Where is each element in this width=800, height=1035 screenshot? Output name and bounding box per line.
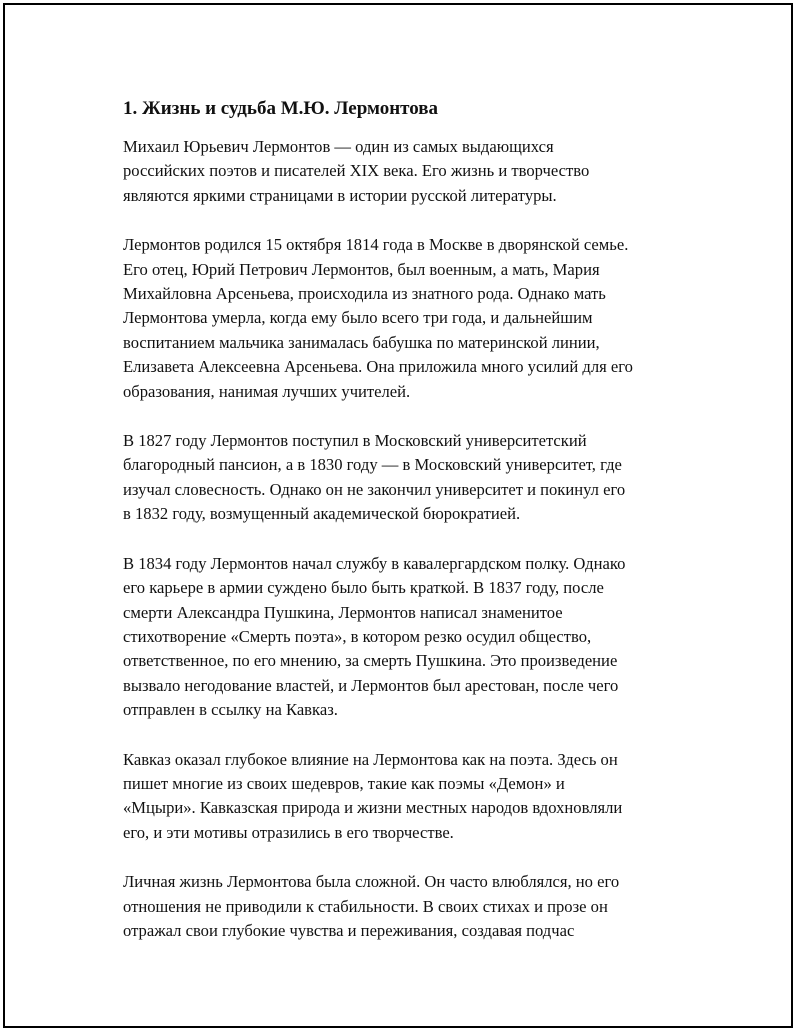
paragraph-list	[123, 135, 713, 943]
paragraph-line: отправлен в ссылку на Кавказ.	[123, 700, 338, 720]
paragraph-line: вызвало негодование властей, и Лермонтов был арестован, после чего	[123, 675, 619, 695]
paragraph-line: благородный пансион, а в 1830 году — в Московский университет, где	[123, 455, 622, 475]
paragraph-line: В 1834 году Лермонтов начал службу в кавалергардском полку. Однако	[123, 553, 626, 573]
paragraph-line: Лермонтова умерла, когда ему было всего три года, и дальнейшим	[123, 308, 593, 328]
paragraph	[123, 552, 713, 723]
paragraph-line: «Мцыри». Кавказская природа и жизни местных народов вдохновляли	[123, 798, 623, 818]
section-heading: 1. Жизнь и судьба М.Ю. Лермонтова	[123, 98, 439, 119]
paragraph-line: его карьере в армии суждено было быть краткой. В 1837 году, после	[123, 578, 604, 598]
paragraph-line: отражал свои глубокие чувства и переживания, создавая подчас	[123, 920, 575, 940]
paragraph-line: В 1827 году Лермонтов поступил в Московский университетский	[123, 431, 587, 451]
paragraph-line: Его отец, Юрий Петрович Лермонтов, был военным, а мать, Мария	[123, 259, 600, 279]
document-body	[123, 97, 713, 968]
paragraph-line: отношения не приводили к стабильности. В своих стихах и прозе он	[123, 896, 608, 916]
paragraph-line: российских поэтов и писателей XIX века. Его жизнь и творчество	[123, 161, 590, 181]
paragraph-line: стихотворение «Смерть поэта», в котором резко осудил общество,	[123, 626, 592, 646]
paragraph	[123, 233, 713, 404]
paragraph	[123, 429, 713, 527]
paragraph-line: являются яркими страницами в истории русской литературы.	[123, 185, 557, 205]
paragraph-line: в 1832 году, возмущенный академической бюрократией.	[123, 504, 521, 524]
paragraph-line: смерти Александра Пушкина, Лермонтов написал знаменитое	[123, 602, 563, 622]
paragraph-line: пишет многие из своих шедевров, такие как поэмы «Демон» и	[123, 773, 565, 793]
paragraph-line: воспитанием мальчика занималась бабушка по материнской линии,	[123, 332, 600, 352]
paragraph-line: Кавказ оказал глубокое влияние на Лермонтова как на поэта. Здесь он	[123, 749, 618, 769]
page-frame	[3, 3, 793, 1028]
paragraph-line: ответственное, по его мнению, за смерть Пушкина. Это произведение	[123, 651, 618, 671]
paragraph-line: его, и эти мотивы отразились в его творчестве.	[123, 822, 454, 842]
paragraph	[123, 870, 713, 943]
paragraph-line: Лермонтов родился 15 октября 1814 года в Москве в дворянской семье.	[123, 235, 629, 255]
paragraph-line: изучал словесность. Однако он не закончил университет и покинул его	[123, 479, 626, 499]
paragraph	[123, 135, 713, 208]
paragraph-line: Михайловна Арсеньева, происходила из знатного рода. Однако мать	[123, 284, 606, 304]
paragraph-line: Михаил Юрьевич Лермонтов — один из самых выдающихся	[123, 137, 554, 156]
paragraph-line: образования, нанимая лучших учителей.	[123, 381, 411, 401]
paragraph-line: Елизавета Алексеевна Арсеньева. Она приложила много усилий для его	[123, 357, 633, 377]
paragraph	[123, 748, 713, 846]
paragraph-line: Личная жизнь Лермонтова была сложной. Он часто влюблялся, но его	[123, 872, 620, 892]
